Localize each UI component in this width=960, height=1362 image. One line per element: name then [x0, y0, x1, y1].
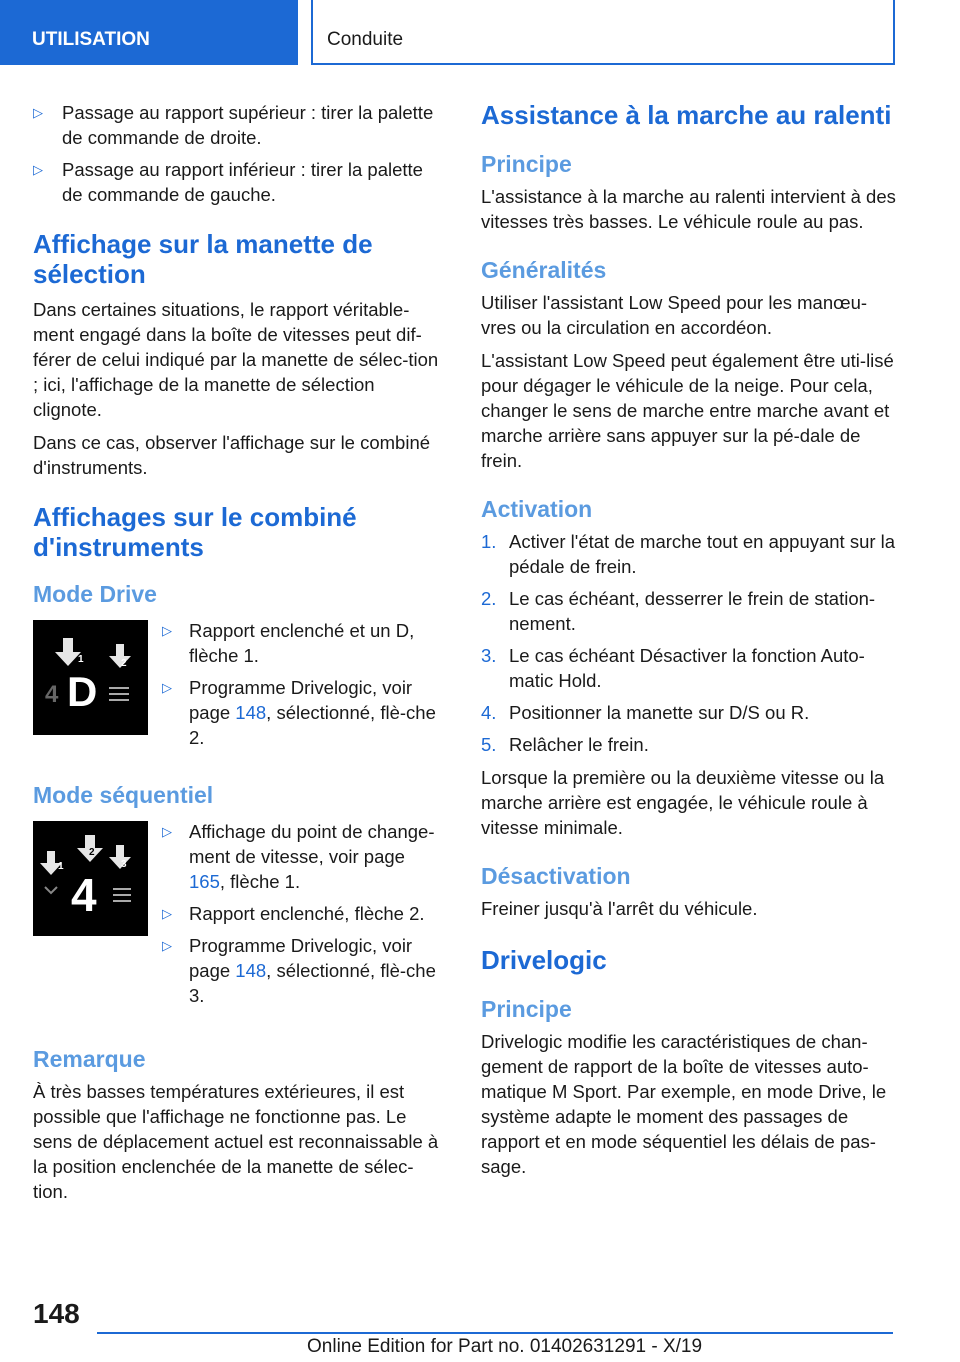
bullet-triangle-icon: ▷ [162, 938, 172, 953]
gear-letter: D [67, 668, 98, 715]
list-item: ▷ Rapport enclenché et un D, flèche 1. [162, 620, 415, 666]
bullet-triangle-icon: ▷ [162, 623, 172, 638]
arrow-label-1: 1 [58, 861, 64, 872]
arrow-label-2: 2 [121, 658, 127, 669]
paragraph: Utiliser l'assistant Low Speed pour les manœu-vres ou la circulation en accordéon. [481, 292, 868, 338]
drive-mode-display-image [33, 620, 148, 735]
sequential-mode-display-image [33, 821, 148, 936]
list-item: ▷ Programme Drivelogic, voir page 148, sélectionné, flè-che 3. [162, 935, 436, 1006]
list-item: ▷ Passage au rapport supérieur : tirer la palette de commande de droite. [33, 102, 434, 148]
heading-principle: Principe [481, 151, 572, 177]
heading-activation: Activation [481, 496, 593, 522]
drive-mode-row [33, 614, 445, 757]
page-link-148[interactable]: 148 [235, 960, 267, 981]
paragraph: L'assistant Low Speed peut également être uti-lisé pour dégager le véhicule de la neige. Pour cela, changer le sens de marche entre marche avant et marche arrière sans appuyer sur la pé-dale de frein. [481, 350, 894, 471]
left-column [33, 100, 445, 1212]
page-link-165[interactable]: 165 [189, 871, 220, 892]
list-item: 2. Le cas échéant, desserrer le frein de station-nement. [481, 588, 876, 634]
footer-edition: Online Edition for Part no. 01402631291 - X/19 [307, 1336, 703, 1357]
heading-low-speed-assist: Assistance à la marche au ralenti [481, 100, 892, 130]
heading-drivelogic-principle: Principe [481, 996, 572, 1022]
list-item: ▷ Passage au rapport inférieur : tirer la palette de commande de gauche. [33, 159, 423, 205]
sequential-mode-row [33, 815, 445, 1015]
list-item: 4. Positionner la manette sur D/S ou R. [481, 702, 810, 723]
list-item: 3. Le cas échéant Désactiver la fonction Auto-matic Hold. [481, 645, 865, 691]
bullet-triangle-icon: ▷ [162, 680, 172, 695]
gear-number: 4 [71, 869, 97, 921]
list-item: ▷ Programme Drivelogic, voir page 148, sélectionné, flè-che 2. [162, 677, 436, 748]
drive-mode-list [162, 618, 445, 757]
arrow-label-2: 2 [89, 847, 95, 858]
page-number: 148 [33, 1298, 80, 1329]
chapter-header: Conduite [311, 0, 895, 65]
paragraph: À très basses températures extérieures, il est possible que l'affichage ne fonctionne pas. Le sens de déplacement actuel est reconnaissable à la position enclenchée de la manette de sélec-tion. [33, 1081, 439, 1202]
side-gear-indicator: 4 [45, 681, 59, 708]
paddle-shift-list [33, 100, 445, 207]
list-item: 1. Activer l'état de marche tout en appuyant sur la pédale de frein. [481, 531, 896, 577]
footer-divider [97, 1332, 893, 1334]
heading-selector-display: Affichage sur la manette de sélection [33, 229, 373, 289]
paragraph: L'assistance à la marche au ralenti intervient à des vitesses très basses. Le véhicule roule au pas. [481, 186, 896, 232]
bullet-triangle-icon: ▷ [162, 824, 172, 839]
sequential-mode-list [162, 819, 445, 1015]
paragraph: Dans certaines situations, le rapport véritable-ment engagé dans la boîte de vitesses peut dif-férer de celui indiqué par la manette de sélec-tion ; ici, l'affichage de la manette de sélection clignote. [33, 299, 439, 420]
heading-drivelogic: Drivelogic [481, 945, 607, 975]
page-link-148[interactable]: 148 [235, 702, 267, 723]
heading-remark: Remarque [33, 1046, 146, 1072]
heading-drive-mode: Mode Drive [33, 581, 157, 607]
bullet-triangle-icon: ▷ [33, 162, 43, 177]
heading-sequential-mode: Mode séquentiel [33, 782, 214, 808]
arrow-label-3: 3 [121, 859, 127, 870]
section-tab: UTILISATION [0, 0, 298, 65]
paragraph: Drivelogic modifie les caractéristiques de chan-gement de rapport de la boîte de vitesses auto-matique M Sport. Par exemple, en mode Drive, le système adapte le moment des passages de rapport et en mode séquentiel les délais de pas-sage. [481, 1031, 887, 1177]
right-column [481, 100, 897, 1187]
activation-steps [481, 529, 897, 757]
bullet-triangle-icon: ▷ [33, 105, 43, 120]
heading-general: Généralités [481, 257, 607, 283]
bullet-triangle-icon: ▷ [162, 906, 172, 921]
paragraph: Dans ce cas, observer l'affichage sur le combiné d'instruments. [33, 432, 431, 478]
heading-deactivation: Désactivation [481, 863, 631, 889]
arrow-label-1: 1 [78, 654, 84, 665]
heading-cluster-display: Affichages sur le combiné d'instruments [33, 502, 357, 562]
list-item: ▷ Rapport enclenché, flèche 2. [162, 903, 425, 924]
paragraph: Freiner jusqu'à l'arrêt du véhicule. [481, 898, 758, 919]
list-item: ▷ Affichage du point de change-ment de vitesse, voir page 165, flèche 1. [162, 821, 435, 892]
list-item: 5. Relâcher le frein. [481, 734, 649, 755]
paragraph: Lorsque la première ou la deuxième vitesse ou la marche arrière est engagée, le véhicule roule à vitesse minimale. [481, 767, 885, 838]
